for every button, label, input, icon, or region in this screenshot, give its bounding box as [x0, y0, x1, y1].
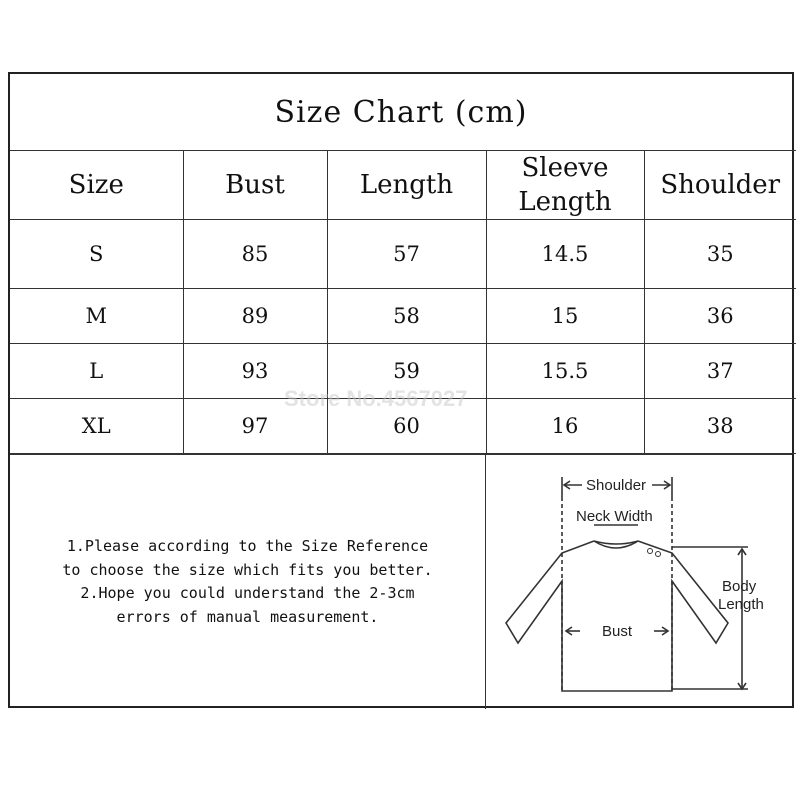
- cell-size: XL: [10, 399, 183, 454]
- cell-size: S: [10, 220, 183, 289]
- cell-size: M: [10, 289, 183, 344]
- col-header-length: Length: [327, 151, 486, 220]
- cell-sleeve: 15.5: [486, 344, 644, 399]
- label-neck-width: Neck Width: [576, 508, 653, 525]
- label-length: Length: [718, 596, 764, 613]
- cell-shoulder: 37: [644, 344, 796, 399]
- label-body: Body: [722, 578, 757, 595]
- chart-title: Size Chart (cm): [10, 74, 792, 151]
- cell-shoulder: 36: [644, 289, 796, 344]
- cell-bust: 93: [183, 344, 327, 399]
- header-row: [10, 151, 796, 220]
- note-line: to choose the size which fits you better.: [62, 560, 433, 579]
- cell-bust: 89: [183, 289, 327, 344]
- cell-sleeve: 15: [486, 289, 644, 344]
- notes: [10, 455, 486, 709]
- shirt-diagram-svg: [486, 455, 796, 709]
- table-row: [10, 289, 796, 344]
- bottom-section: [10, 454, 792, 709]
- note-line: 2.Hope you could understand the 2-3cm: [80, 584, 415, 602]
- table-row: [10, 220, 796, 289]
- col-header-shoulder: Shoulder: [644, 151, 796, 220]
- store-watermark: Store No.4567027: [284, 386, 468, 411]
- col-header-bust: Bust: [183, 151, 327, 220]
- col-header-sleeve-length: Sleeve Length: [486, 151, 644, 220]
- label-shoulder: Shoulder: [586, 477, 647, 494]
- cell-sleeve: 16: [486, 399, 644, 454]
- note-line: 1.Please according to the Size Reference: [66, 537, 429, 555]
- col-header-size: Size: [10, 151, 183, 220]
- note-line: errors of manual measurement.: [116, 607, 379, 626]
- cell-shoulder: 38: [644, 399, 796, 454]
- cell-length: 58: [327, 289, 486, 344]
- cell-sleeve: 14.5: [486, 220, 644, 289]
- measurement-diagram: [486, 455, 796, 709]
- cell-bust: 97: [183, 399, 327, 454]
- cell-length: 57: [327, 220, 486, 289]
- cell-length: 60: [327, 399, 486, 454]
- cell-length: 59: [327, 344, 486, 399]
- cell-shoulder: 35: [644, 220, 796, 289]
- label-bust: Bust: [602, 623, 633, 640]
- cell-bust: 85: [183, 220, 327, 289]
- cell-size: L: [10, 344, 183, 399]
